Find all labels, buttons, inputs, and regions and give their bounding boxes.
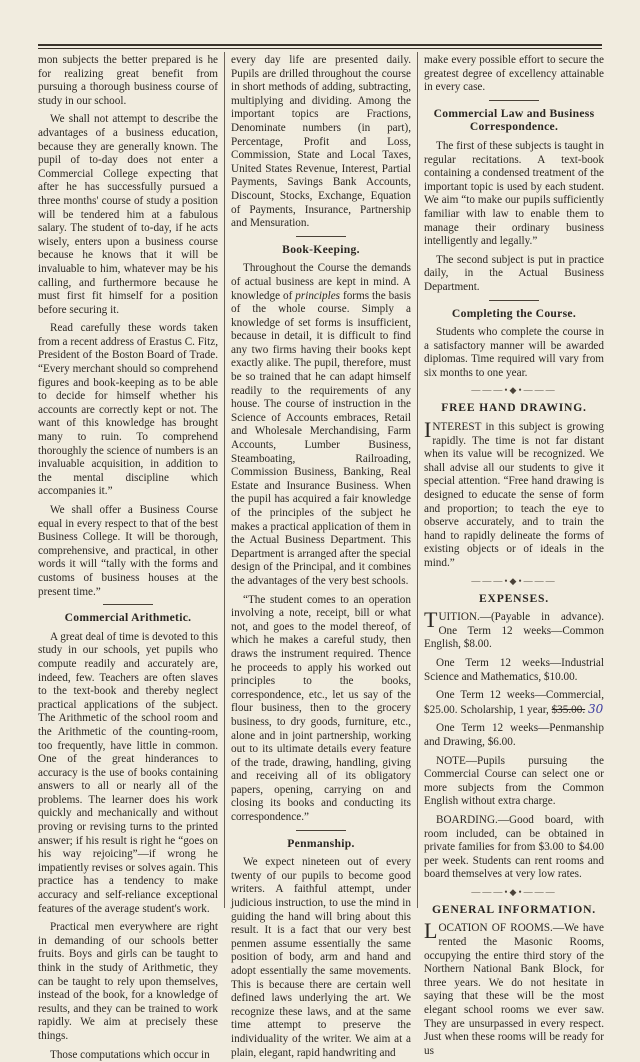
heading-penmanship: Penmanship. [287,836,355,850]
drop-cap: T [424,607,438,633]
divider [103,604,153,605]
divider [296,236,346,237]
paragraph: Students who complete the course in a satisfactory manner will be awarded diplomas. Time required will vary from six months to one year. [424,326,604,379]
heading-general-information: GENERAL INFORMATION. [432,902,596,916]
top-rule-thin [38,48,602,49]
text: forms the basis of the whole course. Simply a knowledge of set forms is insufficient, because in detail, it is difficult to find any two firms having their books kept exactly alike. The pupil, therefore, must be so trained that he can adapt himself readily to the requirements of any house. The course of instruction in the Science of Accounts embraces, Retail and Wholesale Merchandising, Farm Accounts, Lumber Business, Steamboating, Railroading, Commission Business, Banking, Real Estate and Insurance Business. When the pupil has acquired a fair knowledge of the principles of the subject he makes a practical application of them in the Actual Business Department. This Department is arranged after the special design of the Principal, and it combines the advantages of the very best schools. [231,289,411,587]
emphasis-principles: principles [295,289,341,302]
paragraph: Practical men everywhere are right in demanding of our schools better fruits. Boys and girls can be taught to think in the study of Arithmetic, they can be taught to rely upon themselves, instead of the book, for a knowledge of results, and they can be trained to work rapidly. We aim at precisely these things. [38,921,218,1042]
paragraph [424,607,604,652]
column-3 [424,54,604,1057]
heading-expenses: EXPENSES. [478,591,550,605]
divider [489,100,539,101]
quote-paragraph: “The student comes to an operation involving a note, receipt, bill or what not, and goes to the model thereof, of which he makes a careful study, then draws the instrument required. Thence he proceeds to apply his worked out principles to the books, correspondence, etc., let us say of the flour business, then to the grocery business, to dry goods, furniture, etc., alone and in joint partnership, working out to its ultimate details every feature of the trade, drawing, handling, giving and receiving all of its obligatory papers, opening, carrying on and closing its books and conducting its correspondence.” [231,593,411,824]
paragraph: The first of these subjects is taught in regular recitations. A text-book containing a condensed treatment of the important topic is used by each student. We aim “to make our pupils sufficiently familiar with law to enable them to manage their ordinary business intelligently and legally.” [424,139,604,248]
paragraph: One Term 12 weeks—Industrial Science and Mathematics, $10.00. [424,656,604,683]
ornament-rule: ———•◆•——— [471,886,557,897]
drop-cap: L [424,918,438,944]
column-divider-1 [224,52,225,908]
column-2 [231,54,411,1059]
paragraph: The second subject is put in practice daily, in the Actual Business Department. [424,253,604,293]
text: UITION.—(Payable in advance). One Term 12 weeks—Common English, $8.00. [424,611,604,651]
paragraph: Read carefully these words taken from a recent address of Erastus C. Fitz, President of the Boston Board of Trade. “Every merchant should so comprehend figures and book-keeping as to be able to decide for himself whether his accounts are correctly kept or not. The want of this knowledge has brought many to ruin. To comprehend thoroughly the science of numbers is an invaluable acquisition, in addition to the mental discipline which accompanies it.” [38,322,218,498]
heading-book-keeping: Book-Keeping. [282,242,360,256]
paragraph [424,417,604,571]
heading-free-hand-drawing: FREE HAND DRAWING. [441,401,587,415]
column-1 [38,54,219,1061]
paragraph: mon subjects the better prepared is he for realizing great benefit from pursuing a thorough business course of study in our school. [38,54,218,107]
paragraph: make every possible effort to secure the greatest degree of excellency attainable in every case. [424,54,604,94]
divider [489,300,539,301]
divider [296,830,346,831]
struck-price: $35.00. [551,703,586,716]
paragraph [424,918,604,1058]
heading-completing-course: Completing the Course. [451,306,577,320]
paragraph: BOARDING.—Good board, with room included, can be obtained in private families for from $3.00 to $4.00 per week. Students can rent rooms and board themselves at very low rates. [424,813,604,881]
drop-cap: I [424,417,432,443]
text: Throughout the Course the demands of actual business are kept in mind. A knowledge of [231,262,411,302]
heading-commercial-law: Commercial Law and Business Correspondence. [433,106,595,134]
paragraph: We shall not attempt to describe the advantages of a business education, because they are generally known. The pupil of to-day does not enter a Commercial College expecting that after he has successfully pursued a three months' course of study a position will be tendered him at a fabulous salary. The student of to-day, if he acts wisely, enters upon a business course because he knows that it will be invaluable to him, whatever may be his calling, and furthermore because he must first fit himself for a position before securing it. [38,113,218,316]
handwritten-price: 30 [587,701,604,716]
heading-commercial-arithmetic: Commercial Arithmetic. [64,611,192,625]
paragraph [231,262,411,588]
ornament-rule: ———•◆•——— [471,575,557,586]
paragraph: Those computations which occur in [50,1048,210,1061]
paragraph: We shall offer a Business Course equal in every respect to that of the best Business College. It will be thorough, comprehensive, and practical, in other words it will “tally with the forms and customs of business houses at the present time.” [38,504,218,598]
top-rule [38,44,602,46]
paragraph [424,689,604,717]
paragraph: One Term 12 weeks—Penmanship and Drawing, $6.00. [424,722,604,748]
paragraph: every day life are presented daily. Pupils are drilled throughout the course in short methods of adding, subtracting, multiplying and dividing. Among the important topics are Fractions, Denominate numbers (in part), Percentage, Profit and Loss, Commission, State and Local Taxes, United States Revenue, Interest, Partial Payments, Savings Bank Accounts, Discount, Stocks, Exchange, Equation of Payments, Insurance, Partnership and Mensuration. [231,54,411,230]
text: OCATION OF ROOMS.—We have rented the Masonic Rooms, occupying the entire third story of the Northern National Bank Block, for three years. We do not hesitate in saying that these will be the most elegant school rooms we ever saw. They are unsurpassed in every respect. Just when these rooms will be ready for us [424,922,604,1057]
text: One Term 12 weeks—Commercial, $25.00. Scholarship, 1 year, [424,689,604,716]
ornament-rule: ———•◆•——— [471,385,557,396]
paragraph: We expect nineteen out of every twenty of our pupils to become good writers. A faithful attempt, under judicious instruction, to use the mind in guiding the hand will bring about this result. It is a fact that our very best penmen assume essentially the same position of body, arm and hand and adopt essentially the same movements. This is because there are certain well defined laws underlying the art. We recognize these laws, and at the same time attempt to preserve the individuality of the writer. We aim at a plain, elegant, rapid handwriting and [231,856,411,1059]
paragraph: A great deal of time is devoted to this study in our schools, yet pupils who compute readily and accurately are, indeed, few. Teachers are often slaves to the text-book and thereby neglect practical applications of the subject. The Arithmetic of the school room and the Arithmetic of the counting-room, too frequently, have little in common. One of the great hinderances to accuracy is the use of books containing answers to all or nearly all of the problems. The learner does his work quickly and mechanically and without proving or revising turns to the printed answer; if his result is right he “goes on his way rejoicing”—if wrong he impatiently revises or solves again. This practice has a tendency to make accuracy and self-reliance exceptional features of the average student's work. [38,630,219,915]
column-divider-2 [417,52,418,908]
paragraph: NOTE—Pupils pursuing the Commercial Course can select one or more subjects from the Common English without extra charge. [424,754,604,808]
text: NTEREST in this subject is growing rapidly. The time is not far distant when its value will be recognized. We shall advise all our students to give it special attention. “Free hand drawing is designed to educate the sense of form and proportion; to teach the eye to observe accurately, and to train the hand to rapidly delineate the forms of existing objects or of ideals in the mind.” [424,421,604,569]
